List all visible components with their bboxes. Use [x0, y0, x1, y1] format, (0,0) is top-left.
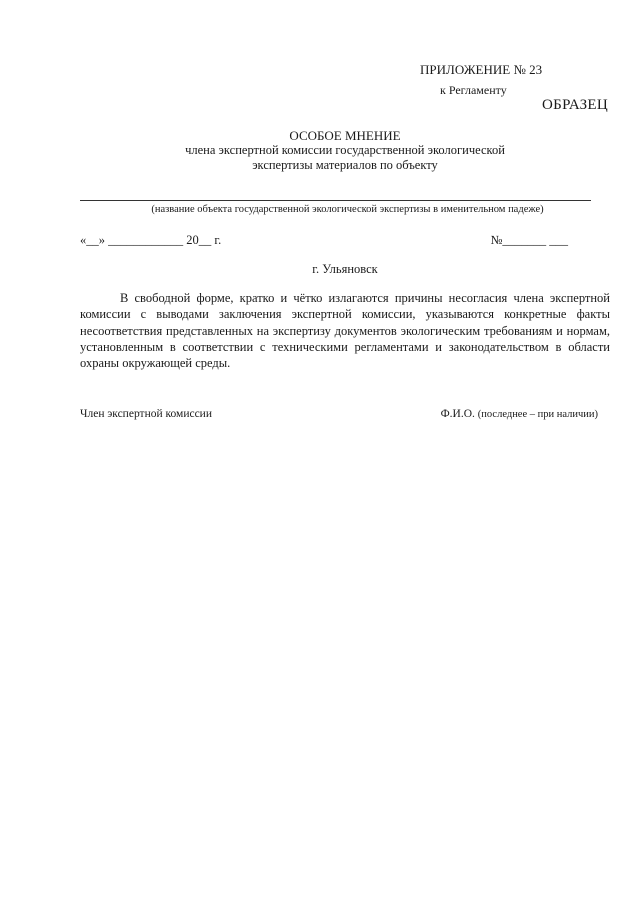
appendix-reglament: к Регламенту — [440, 83, 507, 97]
title-main: ОСОБОЕ МНЕНИЕ — [289, 128, 401, 143]
appendix-number: ПРИЛОЖЕНИЕ № 23 — [420, 62, 543, 77]
fio-note: (последнее – при наличии) — [477, 409, 598, 420]
number-field: №_______ ___ — [490, 233, 568, 247]
signature-line — [80, 408, 598, 420]
title-line-3: экспертизы материалов по объекту — [252, 158, 438, 172]
body-paragraph: В свободной форме, кратко и чётко излагаются причины несогласия члена экспертной комиссии с выводами заключения экспертной комиссии, указываются конкретные факты несоответствия представленных на экспертизу документов экологическим требованиям и нормам, установленным в соответствии с техническими регламентами и законодательством в области охраны окружающей среды. — [80, 291, 610, 371]
date-field: «__» ____________ 20__ г. — [80, 233, 222, 247]
object-name-hint: (название объекта государственной экологической экспертизы в именительном падеже) — [151, 204, 544, 215]
document-title — [80, 128, 610, 173]
appendix-block — [420, 62, 560, 98]
fio-label: Ф.И.О. — [440, 408, 475, 420]
object-name-line — [80, 200, 591, 201]
signature-role: Член экспертной комиссии — [80, 408, 212, 420]
date-number-line — [80, 233, 568, 248]
title-line-2: члена экспертной комиссии государственной экологической — [185, 143, 505, 157]
sample-stamp: ОБРАЗЕЦ — [542, 97, 608, 113]
city-name: г. Ульяновск — [312, 262, 378, 276]
signature-fio — [441, 408, 598, 420]
